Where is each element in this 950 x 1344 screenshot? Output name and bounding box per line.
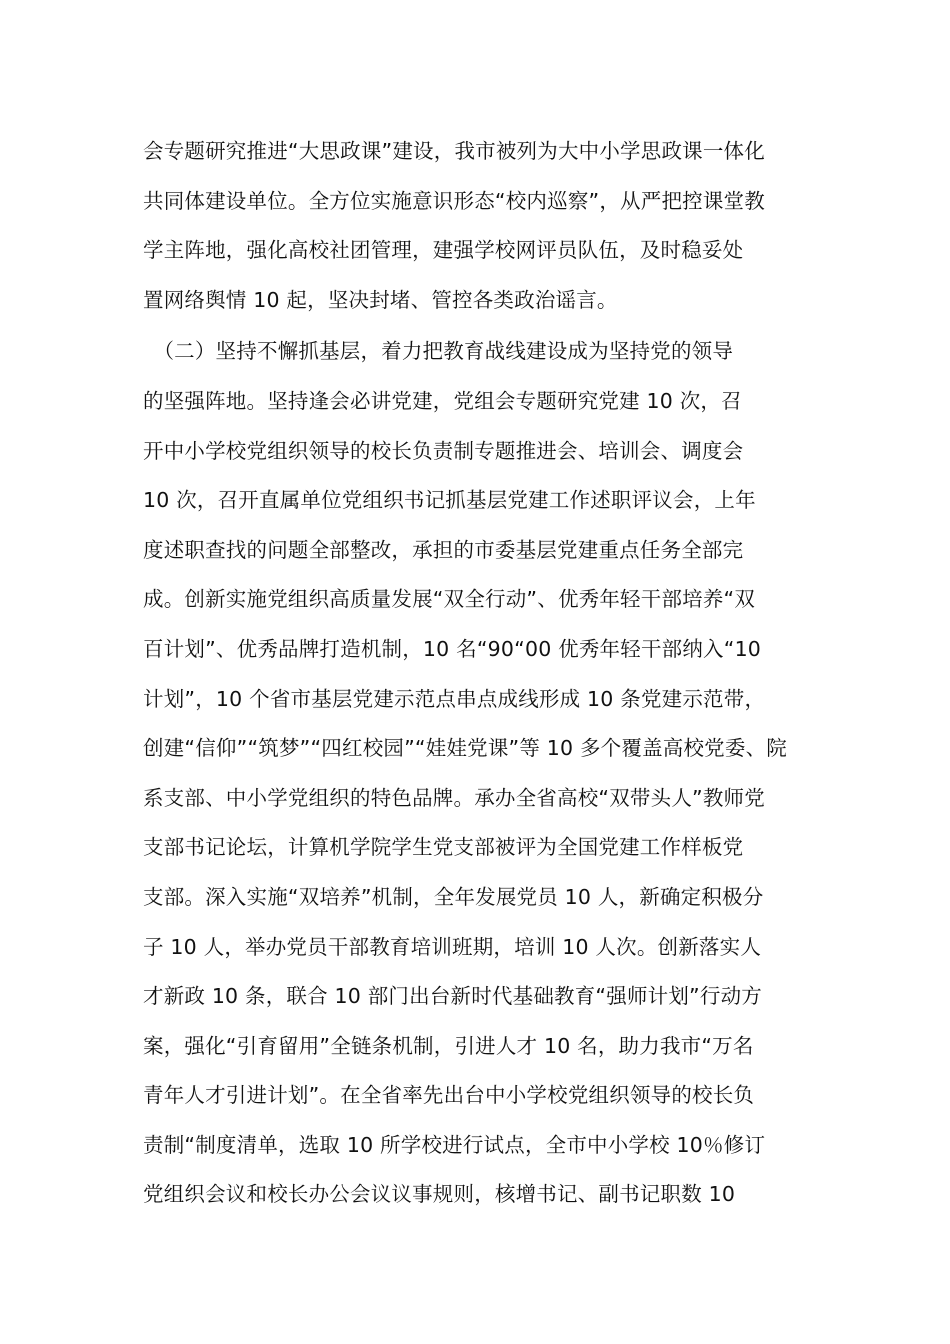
document-body: [143, 127, 813, 1220]
text-line: 会专题研究推进“大思政课”建设，我市被列为大中小学思政课一体化: [143, 139, 765, 163]
text-line: 案，强化“引育留用”全链条机制，引进人才 10 名，助力我市“万名: [143, 1033, 754, 1058]
text-line: 计划”，10 个省市基层党建示范点串点成线形成 10 条党建示范带，: [143, 686, 766, 711]
text-line: 子 10 人，举办党员干部教育培训班期，培训 10 人次。创新落实人: [143, 934, 762, 959]
text-line: （二）坚持不懈抓基层，着力把教育战线建设成为坚持党的领导: [143, 339, 734, 364]
text-line: 青年人才引进计划”。在全省率先出台中小学校党组织领导的校长负: [143, 1083, 755, 1108]
text-line: 共同体建设单位。全方位实施意识形态“校内巡察”，从严把控课堂教: [143, 188, 765, 213]
text-line: 党组织会议和校长办公会议议事规则，核增书记、副书记职数 10: [143, 1182, 736, 1207]
text-line: 责制“制度清单，选取 10 所学校进行试点，全市中小学校 10％修订: [143, 1132, 766, 1157]
text-line: 百计划”、优秀品牌打造机制，10 名“90“00 优秀年轻干部纳入“10: [143, 636, 762, 661]
text-line: 成。创新实施党组织高质量发展“双全行动”、优秀年轻干部培养“双: [143, 587, 756, 612]
text-line: 系支部、中小学党组织的特色品牌。承办全省高校“双带头人”教师党: [143, 785, 765, 810]
text-line: 10 次，召开直属单位党组织书记抓基层党建工作述职评议会，上年: [143, 488, 756, 513]
text-line: 才新政 10 条，联合 10 部门出台新时代基础教育“强师计划”行动方: [143, 984, 762, 1009]
text-line: 学主阵地，强化高校社团管理，建强学校网评员队伍，及时稳妥处: [143, 238, 744, 263]
paragraph-1: [143, 127, 813, 325]
text-line: 支部书记论坛，计算机学院学生党支部被评为全国党建工作样板党: [143, 835, 744, 860]
text-line: 开中小学校党组织领导的校长负责制专题推进会、培训会、调度会: [143, 438, 744, 463]
text-line: 置网络舆情 10 起，坚决封堵、管控各类政治谣言。: [143, 287, 618, 312]
paragraph-2: [143, 327, 813, 1220]
text-line: 度述职查找的问题全部整改，承担的市委基层党建重点任务全部完: [143, 537, 744, 562]
text-line: 创建“信仰”“筑梦”“四红校园”“娃娃党课”等 10 多个覆盖高校党委、院: [143, 736, 787, 761]
text-line: 支部。深入实施“双培养”机制，全年发展党员 10 人，新确定积极分: [143, 884, 764, 909]
text-line: 的坚强阵地。坚持逢会必讲党建，党组会专题研究党建 10 次，召: [143, 388, 742, 413]
